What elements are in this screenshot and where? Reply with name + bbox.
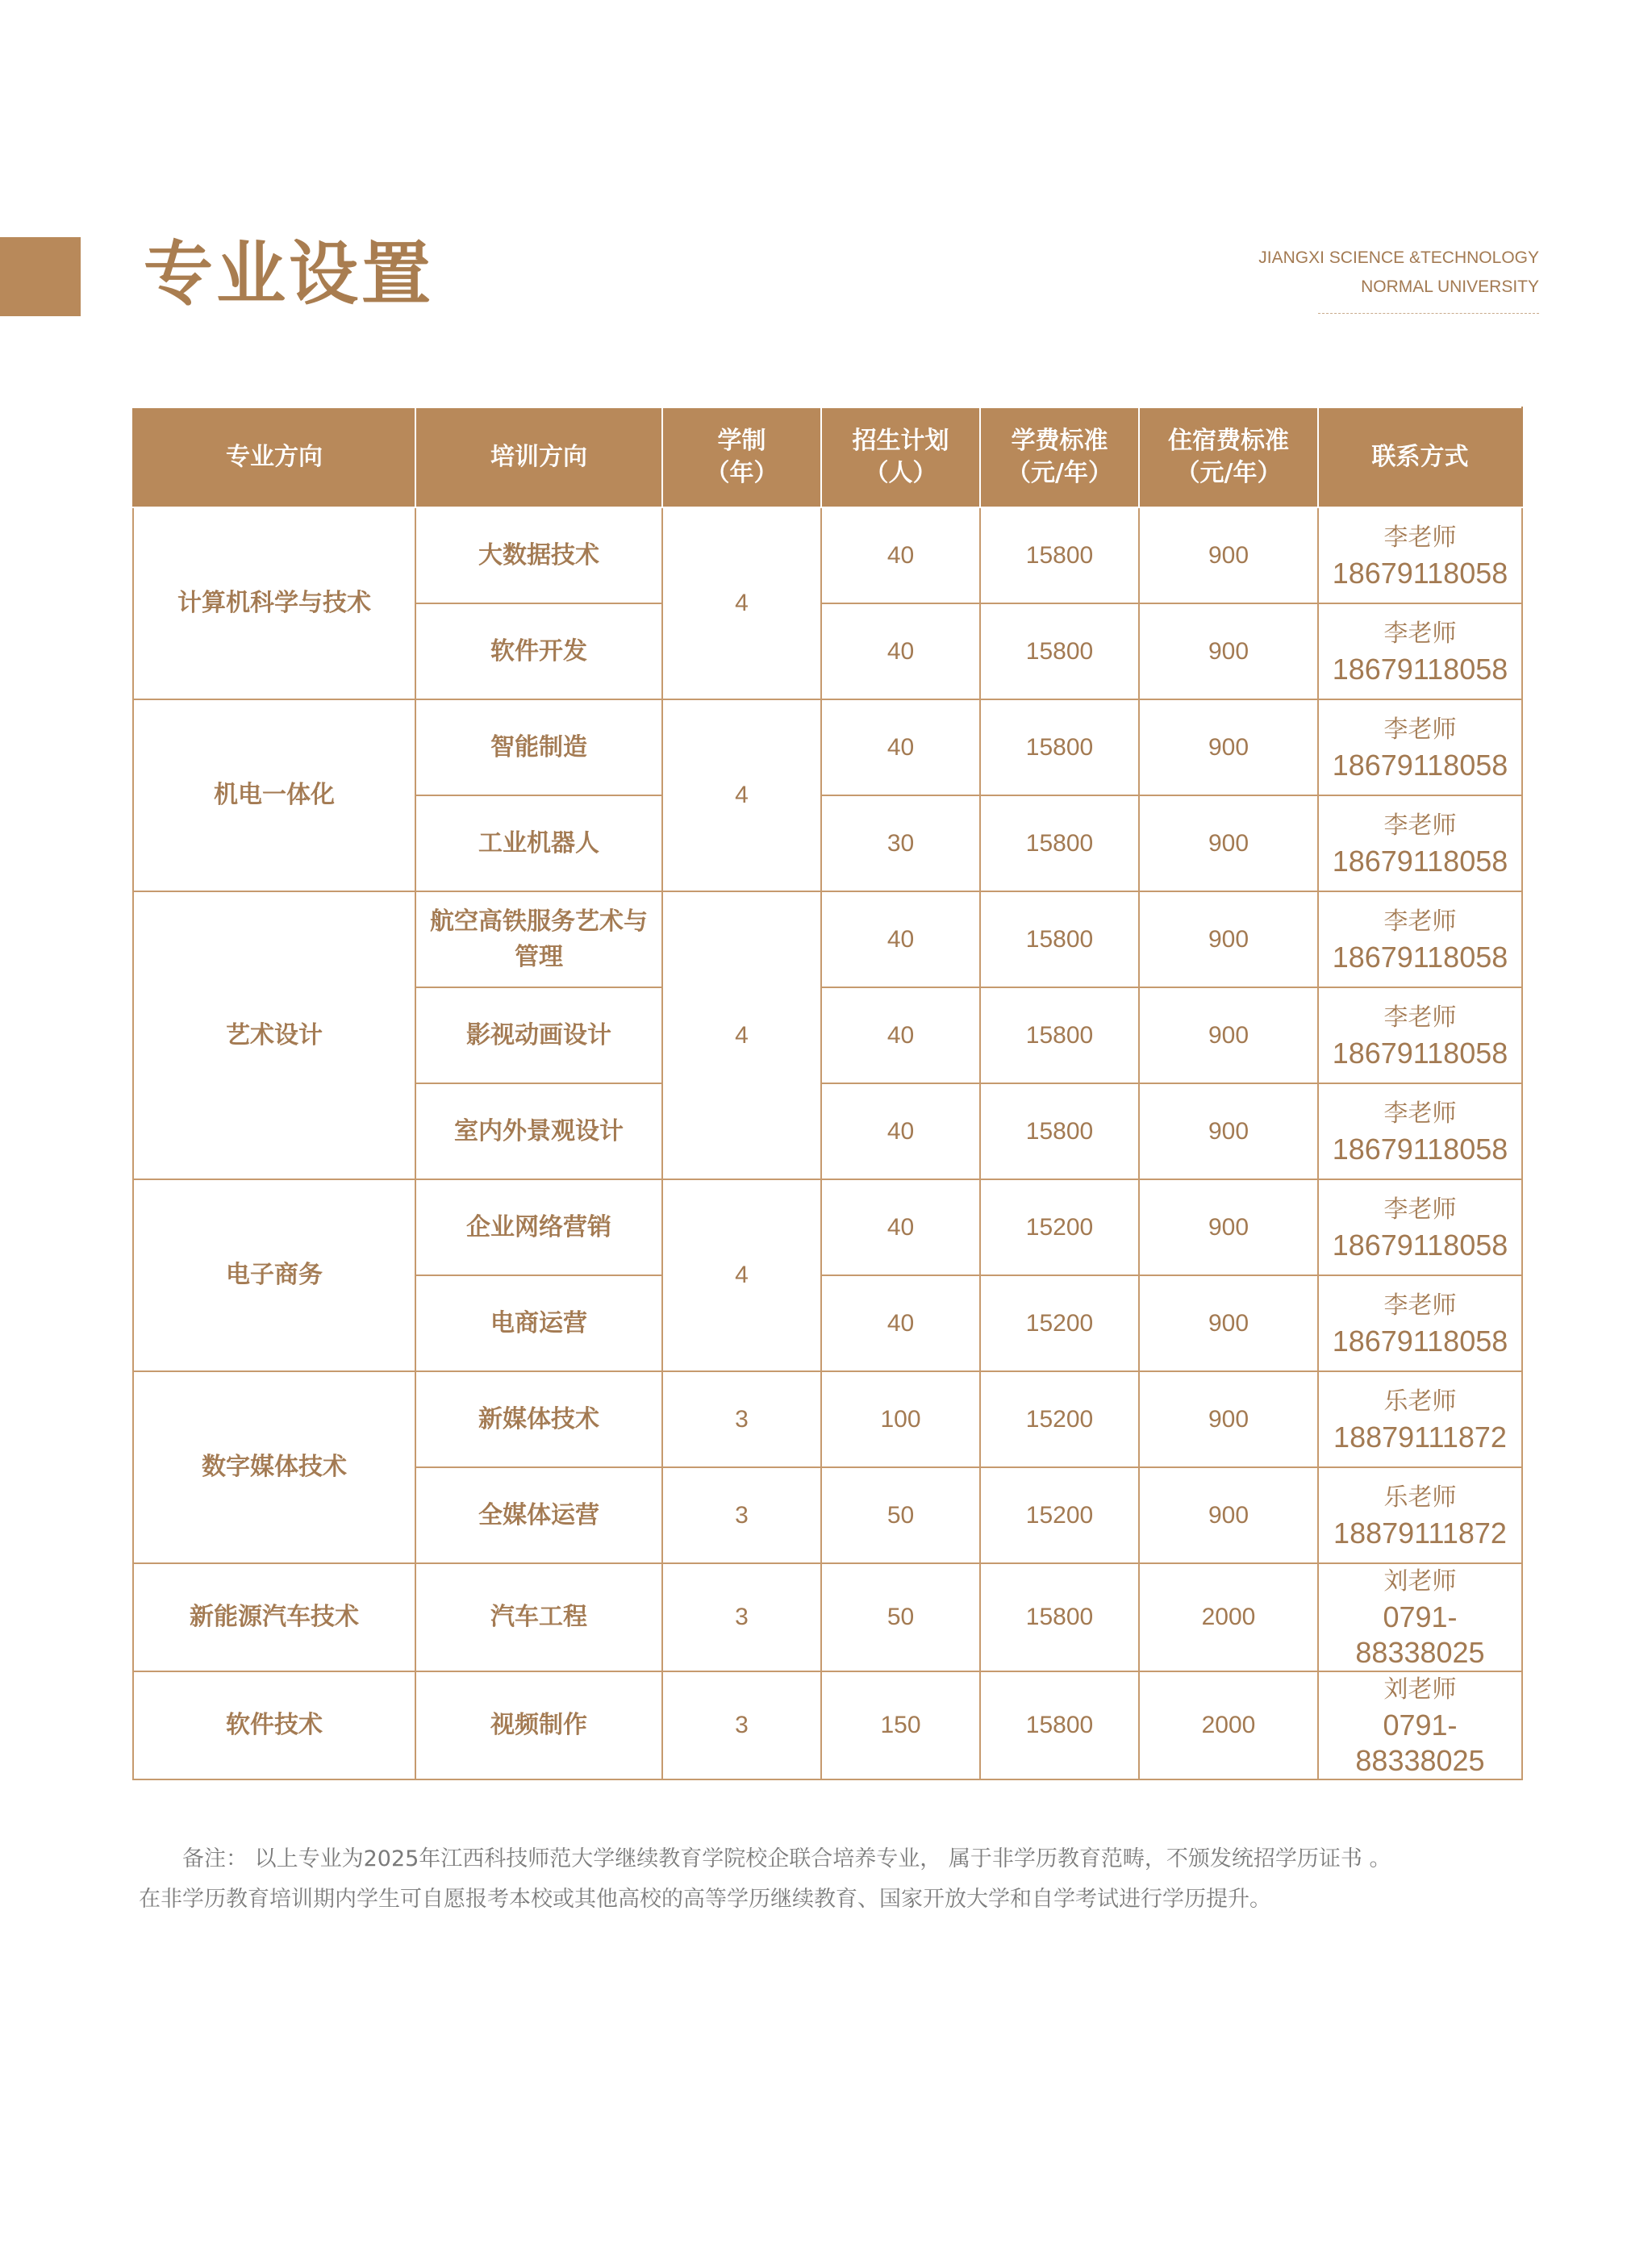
contact-phone: 0791-88338025 — [1355, 1708, 1485, 1777]
table-row — [133, 507, 1522, 603]
contact-cell — [1318, 1467, 1522, 1563]
contact-cell — [1318, 1671, 1522, 1779]
contact-phone: 18679118058 — [1332, 1036, 1508, 1070]
header-dorm-line1: 住宿费标准 — [1168, 427, 1289, 455]
years-cell: 3 — [662, 1467, 821, 1563]
contact-name: 李老师 — [1383, 811, 1457, 840]
major-cell: 数字媒体技术 — [133, 1371, 415, 1563]
direction-cell: 汽车工程 — [415, 1563, 662, 1671]
contact-name: 刘老师 — [1383, 1675, 1457, 1704]
header-dorm — [1139, 407, 1318, 507]
plan-cell: 40 — [821, 699, 980, 795]
tuition-cell: 15800 — [980, 1671, 1139, 1779]
table-row — [133, 1371, 1522, 1467]
contact-phone: 18879111872 — [1333, 1420, 1507, 1454]
contact-cell — [1318, 603, 1522, 699]
contact-name: 李老师 — [1383, 619, 1457, 648]
contact-cell — [1318, 795, 1522, 891]
direction-cell: 室内外景观设计 — [415, 1083, 662, 1179]
footnote-line2: 在非学历教育培训期内学生可自愿报考本校或其他高校的高等学历继续教育、国家开放大学和自学考试进行学历提升。 — [139, 1887, 1271, 1912]
major-cell: 新能源汽车技术 — [133, 1563, 415, 1671]
years-cell: 4 — [662, 699, 821, 891]
contact-phone: 18679118058 — [1332, 844, 1508, 878]
tuition-cell: 15800 — [980, 1083, 1139, 1179]
contact-phone: 18679118058 — [1332, 1228, 1508, 1262]
plan-cell: 150 — [821, 1671, 980, 1779]
tuition-cell: 15200 — [980, 1179, 1139, 1275]
header-tuition — [980, 407, 1139, 507]
header-dorm-line2: （元/年） — [1175, 459, 1282, 487]
dorm-cell: 900 — [1139, 1275, 1318, 1371]
plan-cell: 40 — [821, 987, 980, 1083]
dorm-cell: 900 — [1139, 507, 1318, 603]
years-cell: 3 — [662, 1371, 821, 1467]
dorm-cell: 900 — [1139, 603, 1318, 699]
university-name-line2: NORMAL UNIVERSITY — [1361, 277, 1539, 296]
contact-phone: 18679118058 — [1332, 940, 1508, 974]
tuition-cell: 15800 — [980, 699, 1139, 795]
dorm-cell: 900 — [1139, 891, 1318, 987]
plan-cell: 40 — [821, 891, 980, 987]
table-row — [133, 1671, 1522, 1779]
contact-name: 李老师 — [1383, 1003, 1457, 1032]
contact-name: 李老师 — [1383, 523, 1457, 552]
plan-cell: 40 — [821, 603, 980, 699]
contact-phone: 18679118058 — [1332, 652, 1508, 686]
plan-cell: 40 — [821, 1275, 980, 1371]
contact-cell — [1318, 699, 1522, 795]
years-cell: 4 — [662, 891, 821, 1179]
program-table — [132, 407, 1523, 1780]
tuition-cell: 15200 — [980, 1371, 1139, 1467]
table-row — [133, 1179, 1522, 1275]
contact-phone: 0791-88338025 — [1355, 1600, 1485, 1669]
header-direction: 培训方向 — [415, 407, 662, 507]
header-major: 专业方向 — [133, 407, 415, 507]
plan-cell: 40 — [821, 507, 980, 603]
footnote — [139, 1839, 1526, 1920]
years-cell: 4 — [662, 507, 821, 699]
plan-cell: 40 — [821, 1179, 980, 1275]
contact-name: 李老师 — [1383, 907, 1457, 936]
header-years — [662, 407, 821, 507]
major-cell: 电子商务 — [133, 1179, 415, 1371]
direction-cell: 电商运营 — [415, 1275, 662, 1371]
contact-cell — [1318, 1563, 1522, 1671]
header-tuition-line1: 学费标准 — [1011, 427, 1108, 455]
contact-cell — [1318, 1083, 1522, 1179]
direction-cell: 大数据技术 — [415, 507, 662, 603]
direction-cell: 全媒体运营 — [415, 1467, 662, 1563]
header-divider — [1318, 313, 1539, 314]
dorm-cell: 900 — [1139, 795, 1318, 891]
major-cell: 软件技术 — [133, 1671, 415, 1779]
table-row — [133, 699, 1522, 795]
plan-cell: 40 — [821, 1083, 980, 1179]
contact-name: 李老师 — [1383, 1291, 1457, 1320]
contact-name: 刘老师 — [1383, 1567, 1457, 1596]
contact-phone: 18679118058 — [1332, 556, 1508, 590]
table-row — [133, 891, 1522, 987]
direction-cell: 航空高铁服务艺术与管理 — [415, 891, 662, 987]
direction-cell: 新媒体技术 — [415, 1371, 662, 1467]
tuition-cell: 15200 — [980, 1467, 1139, 1563]
dorm-cell: 900 — [1139, 1083, 1318, 1179]
dorm-cell: 900 — [1139, 1371, 1318, 1467]
plan-cell: 100 — [821, 1371, 980, 1467]
tuition-cell: 15800 — [980, 1563, 1139, 1671]
table-row — [133, 1563, 1522, 1671]
plan-cell: 50 — [821, 1563, 980, 1671]
table-header-row — [133, 407, 1522, 507]
contact-name: 乐老师 — [1383, 1387, 1457, 1416]
direction-cell: 软件开发 — [415, 603, 662, 699]
contact-cell — [1318, 987, 1522, 1083]
dorm-cell: 900 — [1139, 1179, 1318, 1275]
contact-name: 李老师 — [1383, 1195, 1457, 1224]
header-tuition-line2: （元/年） — [1007, 459, 1112, 487]
tuition-cell: 15800 — [980, 891, 1139, 987]
contact-phone: 18679118058 — [1332, 1132, 1508, 1166]
years-cell: 3 — [662, 1671, 821, 1779]
header-plan-line1: 招生计划 — [852, 427, 949, 455]
tuition-cell: 15800 — [980, 603, 1139, 699]
contact-name: 李老师 — [1383, 1099, 1457, 1128]
dorm-cell: 900 — [1139, 699, 1318, 795]
contact-cell — [1318, 507, 1522, 603]
header-plan — [821, 407, 980, 507]
contact-cell — [1318, 1371, 1522, 1467]
header-years-line2: （年） — [705, 459, 778, 487]
major-cell: 艺术设计 — [133, 891, 415, 1179]
contact-phone: 18879111872 — [1333, 1516, 1507, 1550]
direction-cell: 影视动画设计 — [415, 987, 662, 1083]
tuition-cell: 15800 — [980, 507, 1139, 603]
university-name — [1258, 244, 1539, 314]
direction-cell: 企业网络营销 — [415, 1179, 662, 1275]
major-cell: 计算机科学与技术 — [133, 507, 415, 699]
dorm-cell: 900 — [1139, 1467, 1318, 1563]
years-cell: 3 — [662, 1563, 821, 1671]
major-cell: 机电一体化 — [133, 699, 415, 891]
dorm-cell: 2000 — [1139, 1671, 1318, 1779]
header-plan-line2: （人） — [864, 459, 937, 487]
contact-name: 李老师 — [1383, 715, 1457, 744]
contact-cell — [1318, 891, 1522, 987]
direction-cell: 工业机器人 — [415, 795, 662, 891]
contact-name: 乐老师 — [1383, 1483, 1457, 1512]
direction-cell: 视频制作 — [415, 1671, 662, 1779]
section-accent-block — [0, 237, 81, 316]
contact-cell — [1318, 1179, 1522, 1275]
contact-phone: 18679118058 — [1332, 748, 1508, 782]
university-name-line1: JIANGXI SCIENCE &TECHNOLOGY — [1258, 248, 1539, 267]
years-cell: 4 — [662, 1179, 821, 1371]
dorm-cell: 2000 — [1139, 1563, 1318, 1671]
header-contact: 联系方式 — [1318, 407, 1522, 507]
header-years-line1: 学制 — [717, 427, 766, 455]
footnote-line1: 备注： 以上专业为2025年江西科技师范大学继续教育学院校企联合培养专业， 属于非学历教育范畴，不颁发统招学历证书 。 — [182, 1846, 1391, 1871]
contact-cell — [1318, 1275, 1522, 1371]
contact-phone: 18679118058 — [1332, 1324, 1508, 1358]
dorm-cell: 900 — [1139, 987, 1318, 1083]
plan-cell: 30 — [821, 795, 980, 891]
tuition-cell: 15800 — [980, 987, 1139, 1083]
tuition-cell: 15200 — [980, 1275, 1139, 1371]
plan-cell: 50 — [821, 1467, 980, 1563]
tuition-cell: 15800 — [980, 795, 1139, 891]
direction-cell: 智能制造 — [415, 699, 662, 795]
page-title: 专业设置 — [144, 234, 434, 315]
